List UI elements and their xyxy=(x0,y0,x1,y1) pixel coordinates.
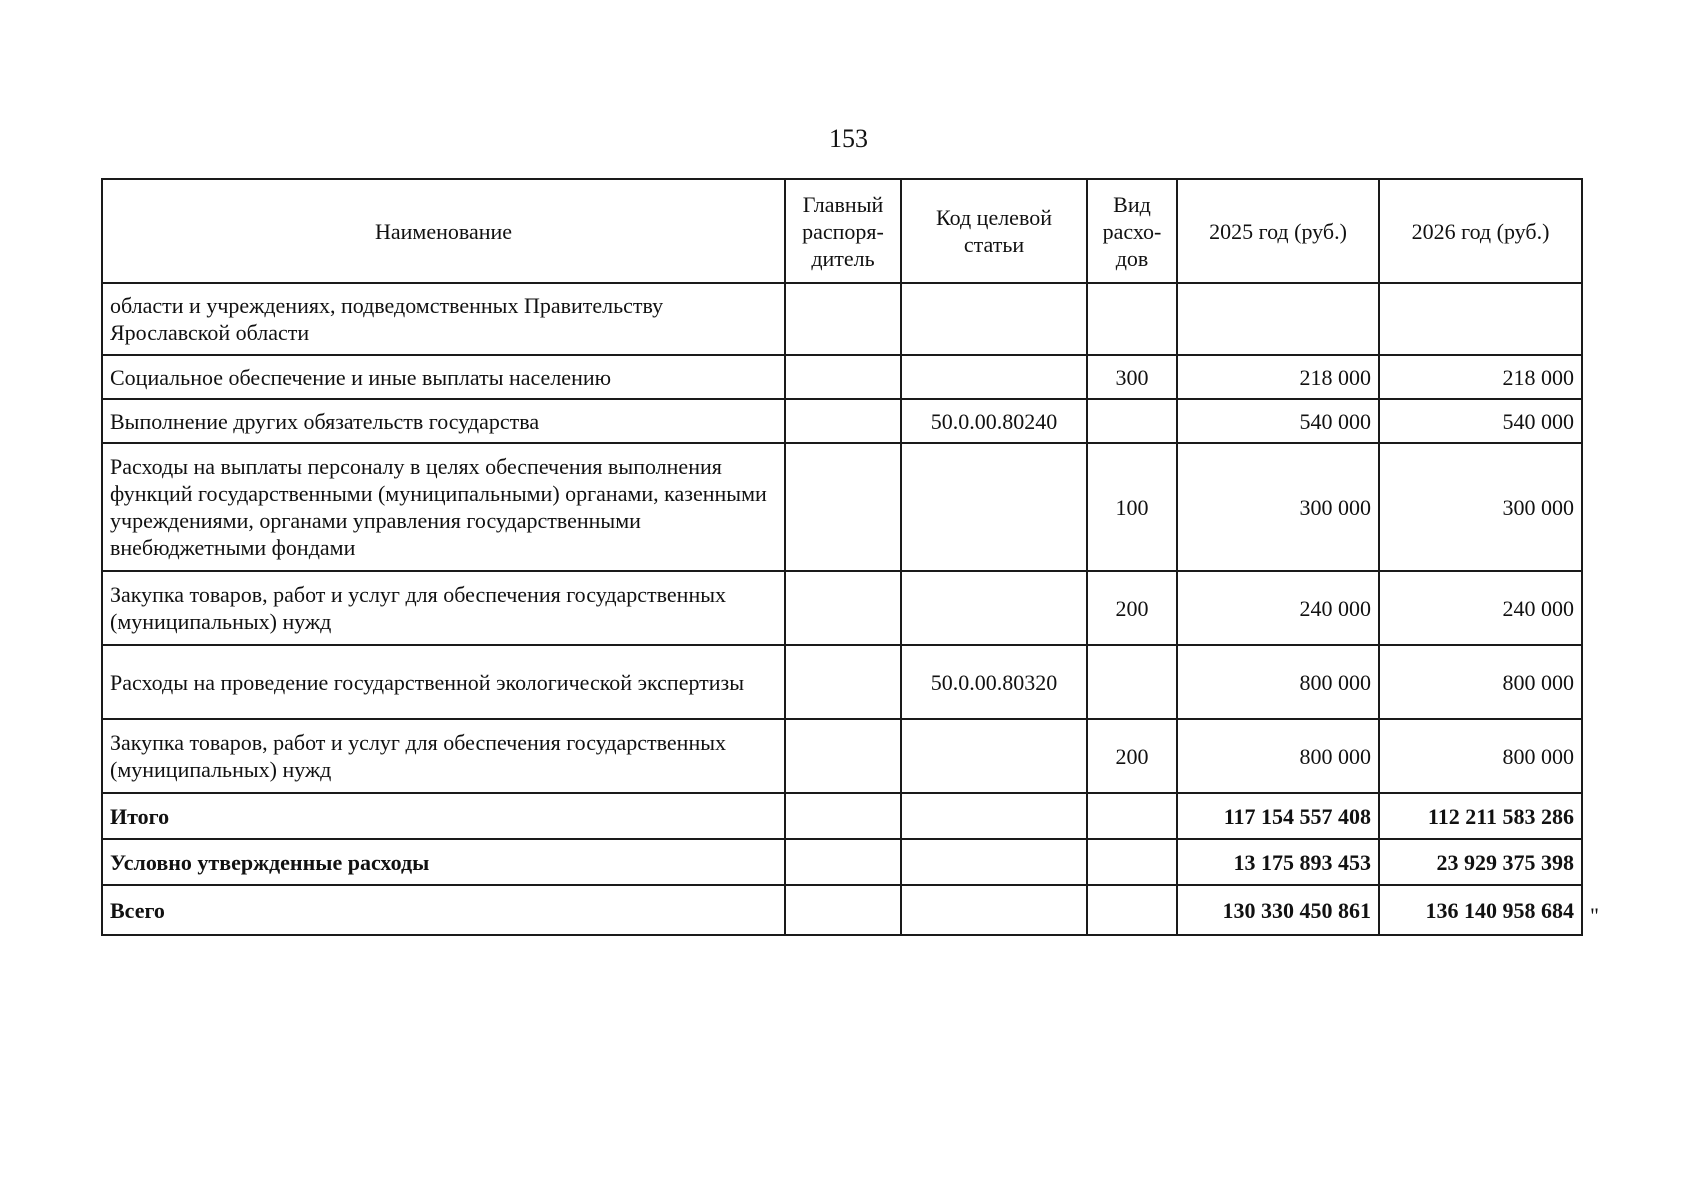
row-2026: 218 000 xyxy=(1379,355,1582,399)
row-manager xyxy=(785,719,901,793)
row-type xyxy=(1087,839,1177,885)
table-row-conditional xyxy=(102,839,1582,885)
row-name: Всего xyxy=(102,885,785,935)
row-name: Условно утвержденные расходы xyxy=(102,839,785,885)
row-code xyxy=(901,443,1087,571)
row-2026: 300 000 xyxy=(1379,443,1582,571)
table-row xyxy=(102,283,1582,355)
row-type xyxy=(1087,793,1177,839)
row-2026: 23 929 375 398 xyxy=(1379,839,1582,885)
row-2025: 130 330 450 861 xyxy=(1177,885,1379,935)
row-2026: 800 000 xyxy=(1379,719,1582,793)
row-name: Расходы на выплаты персоналу в целях обеспечения выполнения функций государственными (муниципальными) органами, казенными учреждениями, органами управления государственными внебюджетными фондами xyxy=(102,443,785,571)
header-manager: Главный распоря-дитель xyxy=(785,179,901,283)
budget-table xyxy=(101,178,1583,936)
header-name: Наименование xyxy=(102,179,785,283)
page-number: 153 xyxy=(829,124,868,153)
row-2026: 800 000 xyxy=(1379,645,1582,719)
row-manager xyxy=(785,355,901,399)
row-name: Расходы на проведение государственной экологической экспертизы xyxy=(102,645,785,719)
row-manager xyxy=(785,793,901,839)
row-name: Итого xyxy=(102,793,785,839)
header-2025: 2025 год (руб.) xyxy=(1177,179,1379,283)
row-type: 200 xyxy=(1087,719,1177,793)
row-code xyxy=(901,283,1087,355)
table-row xyxy=(102,355,1582,399)
table-row xyxy=(102,571,1582,645)
row-name: Закупка товаров, работ и услуг для обеспечения государственных (муниципальных) нужд xyxy=(102,719,785,793)
closing-quote: " xyxy=(1590,903,1599,928)
row-type: 100 xyxy=(1087,443,1177,571)
row-code: 50.0.00.80320 xyxy=(901,645,1087,719)
row-type xyxy=(1087,645,1177,719)
row-type: 200 xyxy=(1087,571,1177,645)
row-2026: 112 211 583 286 xyxy=(1379,793,1582,839)
row-name: Закупка товаров, работ и услуг для обеспечения государственных (муниципальных) нужд xyxy=(102,571,785,645)
row-2025: 13 175 893 453 xyxy=(1177,839,1379,885)
row-manager xyxy=(785,399,901,443)
row-2026 xyxy=(1379,283,1582,355)
row-code xyxy=(901,793,1087,839)
table-row xyxy=(102,719,1582,793)
row-2025: 800 000 xyxy=(1177,719,1379,793)
row-name: Социальное обеспечение и иные выплаты населению xyxy=(102,355,785,399)
row-2025: 540 000 xyxy=(1177,399,1379,443)
row-code xyxy=(901,719,1087,793)
row-2025 xyxy=(1177,283,1379,355)
row-2026: 136 140 958 684 xyxy=(1379,885,1582,935)
row-2026: 540 000 xyxy=(1379,399,1582,443)
row-2025: 117 154 557 408 xyxy=(1177,793,1379,839)
table-row xyxy=(102,399,1582,443)
table-row xyxy=(102,443,1582,571)
table-row xyxy=(102,645,1582,719)
row-type xyxy=(1087,399,1177,443)
row-2025: 300 000 xyxy=(1177,443,1379,571)
row-2025: 218 000 xyxy=(1177,355,1379,399)
row-code: 50.0.00.80240 xyxy=(901,399,1087,443)
table-row-total xyxy=(102,793,1582,839)
row-code xyxy=(901,885,1087,935)
row-manager xyxy=(785,885,901,935)
row-manager xyxy=(785,283,901,355)
header-row xyxy=(102,179,1582,283)
row-2025: 800 000 xyxy=(1177,645,1379,719)
row-2025: 240 000 xyxy=(1177,571,1379,645)
row-code xyxy=(901,355,1087,399)
row-2026: 240 000 xyxy=(1379,571,1582,645)
header-code: Код целевой статьи xyxy=(901,179,1087,283)
table-row-grand-total xyxy=(102,885,1582,935)
row-type xyxy=(1087,885,1177,935)
row-manager xyxy=(785,645,901,719)
row-type: 300 xyxy=(1087,355,1177,399)
header-type: Вид расхо-дов xyxy=(1087,179,1177,283)
row-type xyxy=(1087,283,1177,355)
row-name: Выполнение других обязательств государства xyxy=(102,399,785,443)
row-manager xyxy=(785,443,901,571)
row-manager xyxy=(785,839,901,885)
header-2026: 2026 год (руб.) xyxy=(1379,179,1582,283)
row-code xyxy=(901,839,1087,885)
row-name: области и учреждениях, подведомственных Правительству Ярославской области xyxy=(102,283,785,355)
row-manager xyxy=(785,571,901,645)
row-code xyxy=(901,571,1087,645)
